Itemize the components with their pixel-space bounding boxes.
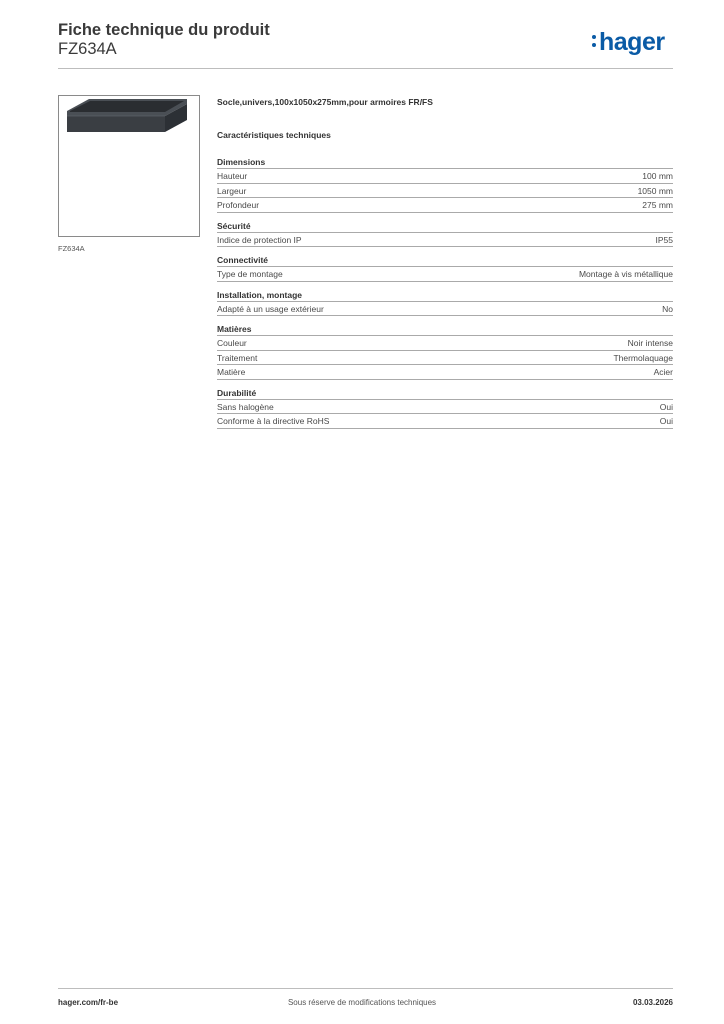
spec-value: 100 mm	[642, 171, 673, 181]
spec-value: No	[662, 303, 673, 314]
spec-section	[217, 323, 673, 380]
spec-value: Montage à vis métallique	[578, 269, 673, 279]
section-title: Dimensions	[217, 157, 266, 167]
spec-label: Traitement	[217, 352, 258, 363]
spec-value: 275 mm	[642, 200, 673, 210]
section-title: Matières	[217, 324, 252, 334]
spec-label: Couleur	[217, 338, 247, 348]
section-title: Connectivité	[217, 255, 269, 265]
spec-sections	[217, 156, 673, 429]
characteristics-heading: Caractéristiques techniques	[217, 130, 331, 140]
spec-value: Oui	[659, 416, 673, 426]
spec-rows	[217, 232, 673, 248]
spec-section	[217, 387, 673, 429]
spec-value: Thermolaquage	[613, 352, 673, 363]
spec-row	[217, 350, 673, 365]
spec-label: Hauteur	[217, 171, 248, 181]
logo-text: hager	[599, 28, 665, 56]
spec-section	[217, 254, 673, 282]
spec-label: Adapté à un usage extérieur	[217, 303, 324, 314]
spec-label: Largeur	[217, 185, 247, 196]
spec-value: Oui	[659, 401, 673, 412]
header-divider	[58, 68, 673, 69]
spec-row	[217, 399, 673, 414]
spec-row	[217, 266, 673, 282]
spec-row	[217, 197, 673, 213]
spec-rows	[217, 168, 673, 213]
spec-section	[217, 220, 673, 248]
spec-section	[217, 156, 673, 213]
spec-label: Type de montage	[217, 269, 283, 279]
spec-row	[217, 232, 673, 248]
image-caption: FZ634A	[58, 244, 85, 253]
spec-value: IP55	[655, 234, 673, 245]
spec-row	[217, 183, 673, 198]
spec-rows	[217, 335, 673, 380]
spec-label: Conforme à la directive RoHS	[217, 416, 330, 426]
spec-label: Matière	[217, 367, 246, 377]
spec-label: Sans halogène	[217, 401, 274, 412]
spec-rows	[217, 399, 673, 429]
spec-row	[217, 413, 673, 429]
spec-rows	[217, 301, 673, 317]
product-plinth-icon	[59, 96, 199, 236]
spec-rows	[217, 266, 673, 282]
logo-colon-icon	[592, 35, 597, 49]
footer-website[interactable]: hager.com/fr-be	[58, 998, 119, 1007]
section-title: Sécurité	[217, 220, 251, 231]
footer-date: 03.03.2026	[632, 998, 673, 1007]
spec-content	[217, 97, 673, 436]
spec-label: Indice de protection IP	[217, 234, 302, 245]
spec-label: Profondeur	[217, 200, 260, 210]
spec-row	[217, 168, 673, 183]
section-title: Installation, montage	[217, 289, 303, 300]
spec-section	[217, 289, 673, 317]
product-description: Socle,univers,100x1050x275mm,pour armoires FR/FS	[217, 97, 433, 107]
product-image	[58, 95, 200, 237]
section-title: Durabilité	[217, 387, 257, 398]
spec-value: Acier	[653, 367, 673, 377]
page-title: Fiche technique du produit	[58, 21, 270, 39]
spec-row	[217, 301, 673, 317]
footer-disclaimer: Sous réserve de modifications techniques	[287, 998, 437, 1007]
spec-value: Noir intense	[627, 338, 673, 348]
footer-divider	[58, 988, 673, 989]
product-code: FZ634A	[58, 40, 117, 58]
spec-row	[217, 335, 673, 350]
spec-value: 1050 mm	[637, 185, 673, 196]
hager-logo	[592, 28, 665, 56]
spec-row	[217, 364, 673, 380]
